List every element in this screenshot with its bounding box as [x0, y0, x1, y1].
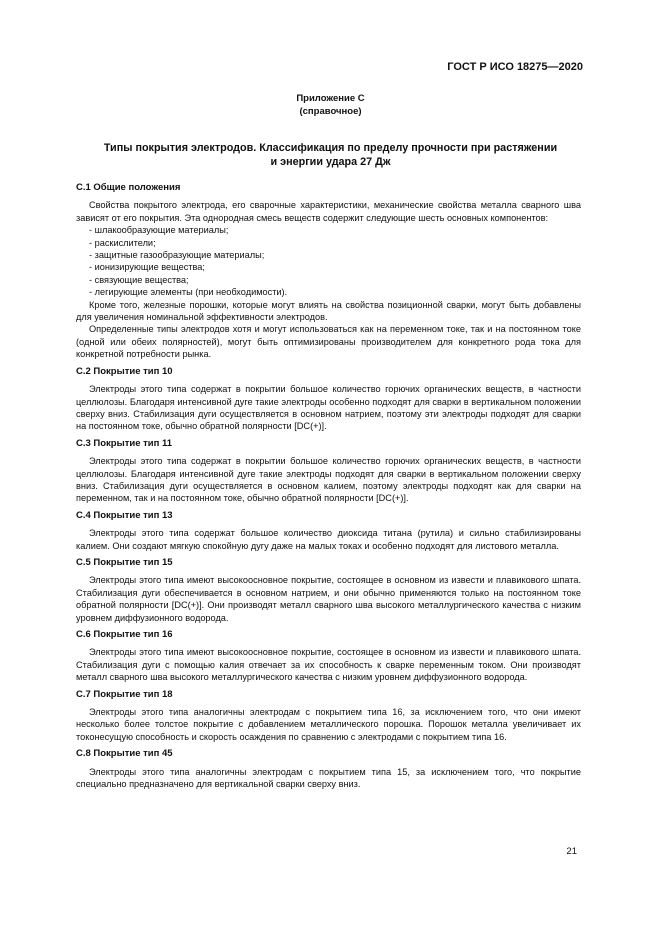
- section-paragraph: Электроды этого типа аналогичны электродам с покрытием типа 16, за исключением того, что они имеют несколько более толстое покрытие с добавлением металлического порошка. Порошок металла увеличивает их токонесущую способность и скорость осаждения по сравнению с электродами с покрытием типа 16.: [76, 707, 581, 742]
- annex-status: (справочное): [299, 105, 362, 117]
- section-heading: С.6 Покрытие тип 16: [76, 629, 173, 640]
- list-item: - связующие вещества;: [89, 274, 189, 285]
- document-title: [0, 142, 661, 169]
- section-heading: С.5 Покрытие тип 15: [76, 556, 173, 568]
- list-item: - раскислители;: [89, 237, 156, 248]
- list-item: - защитные газообразующие материалы;: [89, 250, 265, 261]
- section-paragraph: Электроды этого типа содержат большое количество диоксида титана (рутила) и сильно стабилизированы калием. Они создают мягкую спокойную дугу даже на малых токах и особенно подходят для листового металла.: [76, 528, 581, 551]
- section-c3: [76, 438, 581, 505]
- section-paragraph: Электроды этого типа содержат в покрытии большое количество горючих органических веществ, в частности целлюлозы. Благодаря интенсивной дуге такие электроды особенно подходят для сварки в вертикальном положении сверху вниз. Стабилизация дуги осуществляется в основном натрием, поэтому эти электроды подходят для сварки на постоянном токе, обычно обратной полярности [DC(+)].: [76, 384, 581, 432]
- section-heading: С.1 Общие положения: [76, 182, 181, 193]
- page-number: 21: [566, 846, 577, 857]
- section-c8: [76, 748, 581, 790]
- annex-heading: [0, 93, 661, 118]
- section-c4: [76, 510, 581, 552]
- section-paragraph: Электроды этого типа содержат в покрытии большое количество горючих органических веществ, в частности целлюлозы. Благодаря интенсивной дуге такие электроды подходят для сварки в вертикальном положении сверху вниз. Стабилизация дуги осуществляется в основном калием, поэтому электроды подходят как для сварки на переменном, так и на постоянном токе, обычно обратной полярности [DC(+)].: [76, 456, 581, 504]
- section-c7: [76, 689, 581, 744]
- section-heading: С.2 Покрытие тип 10: [76, 365, 173, 377]
- section-heading: С.3 Покрытие тип 11: [76, 437, 173, 449]
- section-paragraph: Электроды этого типа аналогичны электродам с покрытием типа 15, за исключением того, что покрытие специально предназначено для вертикальной сварки сверху вниз.: [76, 766, 581, 790]
- section-c6: [76, 629, 581, 684]
- annex-title: Приложение С: [296, 93, 365, 104]
- section-c2: [76, 366, 581, 433]
- document-title-line1: Типы покрытия электродов. Классификация по пределу прочности при растяжении: [103, 142, 558, 154]
- standard-code: ГОСТ Р ИСО 18275—2020: [447, 61, 583, 73]
- section-paragraph: Электроды этого типа имеют высокоосновное покрытие, состоящее в основном из извести и плавикового шпата. Стабилизация дуги обеспечивается в основном натрием, и они обычно применяются только на постоянном токе обратной полярности [DC(+)]. Они производят металл сварного шва высокого металлургического качества с низким уровнем диффузионного водорода.: [76, 575, 581, 623]
- list-item: - шлакообразующие материалы;: [89, 225, 229, 236]
- component-list: [76, 224, 581, 298]
- section-heading: С.4 Покрытие тип 13: [76, 509, 173, 521]
- section-c1: [76, 182, 581, 361]
- section-paragraph: Кроме того, железные порошки, которые могут влиять на свойства позиционной сварки, могут быть добавлены для увеличения номинальной эффективности электродов.: [76, 299, 581, 323]
- list-item: - легирующие элементы (при необходимости).: [89, 287, 288, 298]
- document-body: [76, 182, 581, 795]
- list-item: - ионизирующие вещества;: [89, 262, 205, 273]
- section-paragraph: Электроды этого типа имеют высокоосновное покрытие, состоящее в основном из извести и плавикового шпата. Стабилизация дуги с помощью калия отвечает за их способность к сварке переменным током. Они производят металл сварного шва высокого металлургического качества с низким уровнем диффузионного водорода.: [76, 647, 581, 683]
- section-paragraph: Определенные типы электродов хотя и могут использоваться как на переменном токе, так и на постоянном токе (одной или обеих полярностей), могут быть оптимизированы производителем для конкретного рода тока для конкретной потребности рынка.: [76, 324, 581, 360]
- section-c5: [76, 557, 581, 624]
- section-paragraph: Свойства покрытого электрода, его сварочные характеристики, механические свойства металла сварного шва зависят от его покрытия. Эта однородная смесь веществ содержит следующие шесть основных компонентов:: [76, 200, 581, 223]
- section-heading: С.8 Покрытие тип 45: [76, 748, 173, 760]
- document-title-line2: и энергии удара 27 Дж: [270, 155, 391, 168]
- section-heading: С.7 Покрытие тип 18: [76, 688, 173, 700]
